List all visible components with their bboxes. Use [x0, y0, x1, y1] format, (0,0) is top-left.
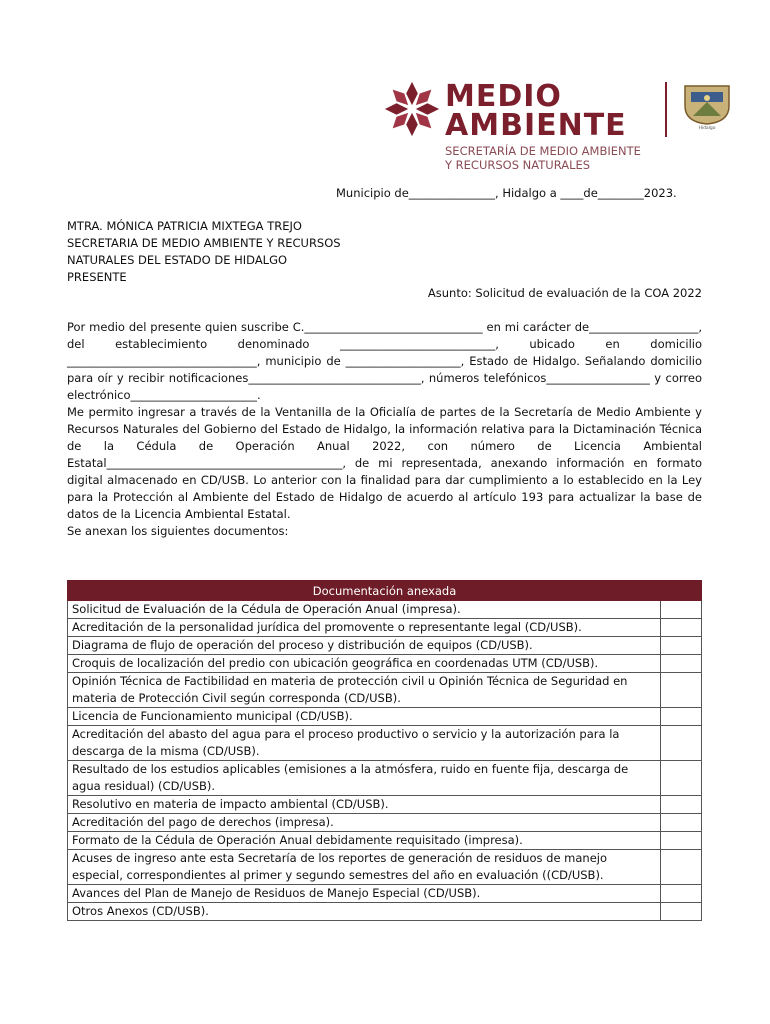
document-item: Licencia de Funcionamiento municipal (CD/USB). — [68, 708, 661, 726]
table-row — [68, 885, 702, 903]
check-cell[interactable] — [661, 637, 702, 655]
check-cell[interactable] — [661, 708, 702, 726]
document-item: Opinión Técnica de Factibilidad en materia de protección civil u Opinión Técnica de Seguridad en materia de Protección Civil según corresponda (CD/USB). — [68, 673, 661, 708]
addressee-line: PRESENTE — [67, 270, 127, 284]
addressee-line: MTRA. MÓNICA PATRICIA MIXTEGA TREJO — [67, 219, 302, 233]
table-row — [68, 673, 702, 708]
table-row — [68, 832, 702, 850]
table-header: Documentación anexada — [68, 581, 702, 601]
check-cell[interactable] — [661, 726, 702, 761]
document-item: Acreditación de la personalidad jurídica del promovente o representante legal (CD/USB). — [68, 619, 661, 637]
documents-table — [67, 580, 702, 921]
check-cell[interactable] — [661, 885, 702, 903]
document-item: Resolutivo en materia de impacto ambiental (CD/USB). — [68, 796, 661, 814]
body-paragraph: Me permito ingresar a través de la Ventanilla de la Oficialía de partes de la Secretaría de Medio Ambiente y Recursos Naturales del Gobierno del Estado de Hidalgo, la información relativa para la Dictaminación Técnica de la Cédula de Operación Anual 2022, con número de Licencia Ambiental Estatal_________________________________________, de mi representada, anexando información en formato digital almacenado en CD/USB. Lo anterior con la finalidad para dar cumplimiento a lo establecido en la Ley para la Protección al Ambiente del Estado de Hidalgo de acuerdo al artículo 193 para actualizar la base de datos de la Licencia Ambiental Estatal. — [67, 405, 702, 521]
check-cell[interactable] — [661, 903, 702, 921]
body-paragraph: Por medio del presente quien suscribe C._______________________________ en mi carácter de___________________, del establecimiento denominado ___________________________, ubicado en domicilio _________________________________, municipio de ____________________, Estado de Hidalgo. Señalando domicilio para oír y recibir notificaciones______________________________, números telefónicos__________________ y correo electrónico______________________. — [67, 320, 702, 402]
header-divider — [665, 82, 667, 137]
brand-line1: MEDIO — [445, 79, 562, 114]
letterhead — [383, 78, 743, 178]
table-row — [68, 708, 702, 726]
brand-subtitle-line2: Y RECURSOS NATURALES — [445, 158, 591, 172]
table-row — [68, 655, 702, 673]
check-cell[interactable] — [661, 761, 702, 796]
document-item: Otros Anexos (CD/USB). — [68, 903, 661, 921]
document-item: Avances del Plan de Manejo de Residuos de Manejo Especial (CD/USB). — [68, 885, 661, 903]
addressee-block — [67, 218, 341, 286]
document-item: Acuses de ingreso ante esta Secretaría de los reportes de generación de residuos de manejo especial, correspondientes al primer y segundo semestres del año en evaluación ((CD/USB). — [68, 850, 661, 885]
subject-line: Asunto: Solicitud de evaluación de la COA 2022 — [427, 286, 702, 300]
table-row — [68, 601, 702, 619]
addressee-line: NATURALES DEL ESTADO DE HIDALGO — [67, 253, 288, 267]
hidalgo-seal-icon — [681, 82, 733, 126]
addressee-line: SECRETARIA DE MEDIO AMBIENTE Y RECURSOS — [67, 236, 341, 250]
dateline: Municipio de_______________, Hidalgo a ____de________2023. — [336, 186, 677, 200]
seal-caption: Hidalgo — [698, 126, 716, 131]
check-cell[interactable] — [661, 673, 702, 708]
check-cell[interactable] — [661, 850, 702, 885]
table-row — [68, 619, 702, 637]
star-flower-logo-icon — [383, 80, 441, 138]
document-item: Acreditación del abasto del agua para el proceso productivo o servicio y la autorización para la descarga de la misma (CD/USB). — [68, 726, 661, 761]
table-row — [68, 761, 702, 796]
table-row — [68, 850, 702, 885]
table-row — [68, 796, 702, 814]
check-cell[interactable] — [661, 814, 702, 832]
check-cell[interactable] — [661, 601, 702, 619]
document-item: Diagrama de flujo de operación del proceso y distribución de equipos (CD/USB). — [68, 637, 661, 655]
document-item: Croquis de localización del predio con ubicación geográfica en coordenadas UTM (CD/USB). — [68, 655, 661, 673]
document-item: Solicitud de Evaluación de la Cédula de Operación Anual (impresa). — [68, 601, 661, 619]
document-item: Formato de la Cédula de Operación Anual debidamente requisitado (impresa). — [68, 832, 661, 850]
table-row — [68, 814, 702, 832]
check-cell[interactable] — [661, 619, 702, 637]
document-item: Resultado de los estudios aplicables (emisiones a la atmósfera, ruido en fuente fija, descarga de agua residual) (CD/USB). — [68, 761, 661, 796]
check-cell[interactable] — [661, 796, 702, 814]
table-row — [68, 726, 702, 761]
table-row — [68, 637, 702, 655]
brand-line2: AMBIENTE — [445, 108, 627, 143]
brand-subtitle-line1: SECRETARÍA DE MEDIO AMBIENTE — [445, 144, 641, 158]
document-item: Acreditación del pago de derechos (impresa). — [68, 814, 661, 832]
check-cell[interactable] — [661, 832, 702, 850]
body-paragraph: Se anexan los siguientes documentos: — [67, 524, 289, 538]
letter-body — [67, 319, 702, 540]
table-row — [68, 903, 702, 921]
check-cell[interactable] — [661, 655, 702, 673]
